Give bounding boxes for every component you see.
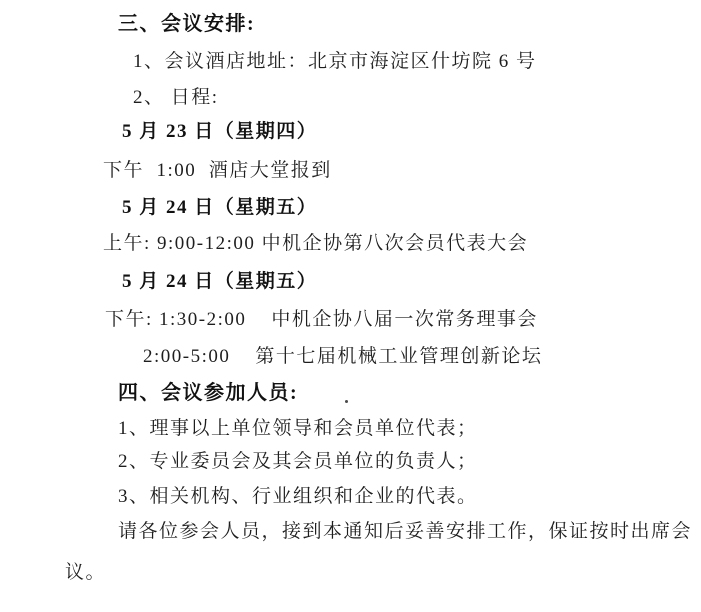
agenda-label-line: 2、 日程: bbox=[133, 87, 219, 108]
date-may-23-heading: 5 月 23 日（星期四） bbox=[122, 121, 318, 142]
schedule-innovation-forum-line: 2:00-5:00 第十七届机械工业管理创新论坛 bbox=[143, 346, 543, 367]
participants-item-3: 3、相关机构、行业组织和企业的代表。 bbox=[118, 486, 478, 507]
hotel-address-line: 1、会议酒店地址：北京市海淀区什坊院 6 号 bbox=[133, 51, 537, 72]
section-3-heading-meeting-arrangement: 三、会议安排: bbox=[118, 13, 256, 35]
participants-item-1: 1、理事以上单位领导和会员单位代表； bbox=[118, 418, 478, 439]
closing-note-line-2: 议。 bbox=[65, 562, 107, 583]
schedule-member-congress-line: 上午: 9:00-12:00 中机企协第八次会员代表大会 bbox=[103, 233, 529, 254]
schedule-checkin-line: 下午 1:00 酒店大堂报到 bbox=[103, 160, 332, 181]
scan-artifact-dot bbox=[345, 400, 348, 403]
participants-item-2: 2、专业委员会及其会员单位的负责人； bbox=[118, 451, 478, 472]
closing-note-line-1: 请各位参会人员，接到本通知后妥善安排工作，保证按时出席会 bbox=[118, 521, 693, 542]
schedule-council-meeting-line: 下午: 1:30-2:00 中机企协八届一次常务理事会 bbox=[105, 309, 538, 330]
section-4-heading-participants: 四、会议参加人员: bbox=[118, 382, 299, 404]
date-may-24-heading-1: 5 月 24 日（星期五） bbox=[122, 197, 318, 218]
date-may-24-heading-2: 5 月 24 日（星期五） bbox=[122, 271, 318, 292]
